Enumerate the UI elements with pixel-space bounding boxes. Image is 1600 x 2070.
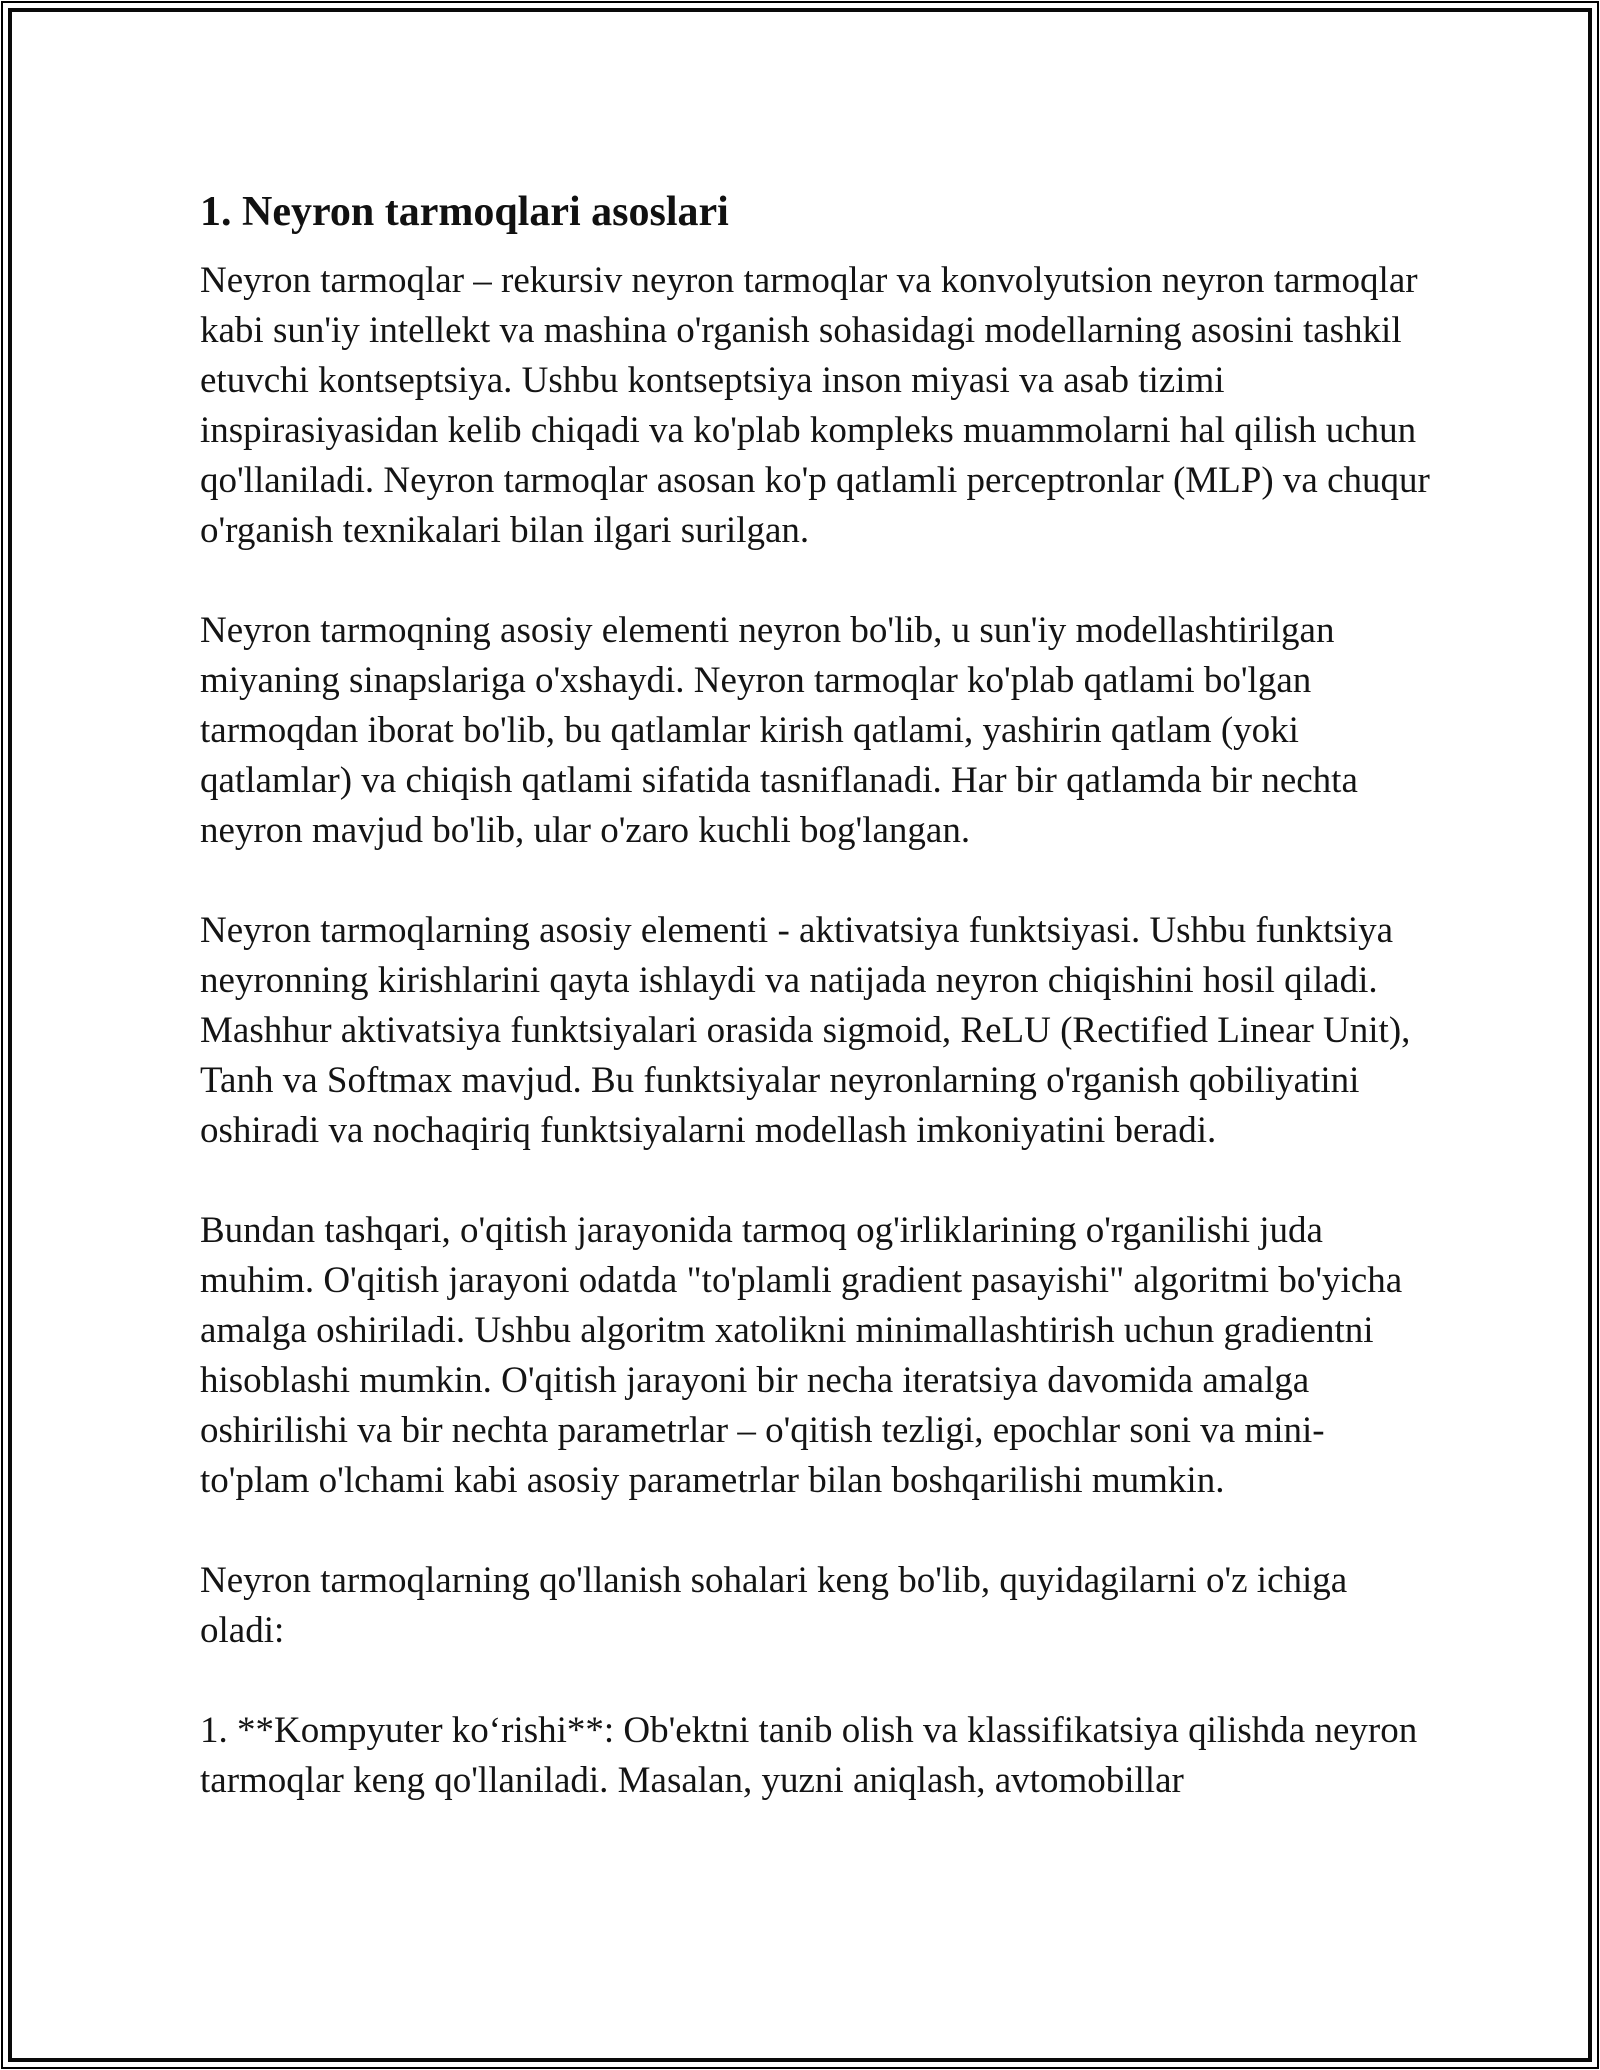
document-page bbox=[12, 12, 1588, 2058]
paragraph-list-item-computer-vision: 1. **Kompyuter koʻrishi**: Ob'ektni tanib olish va klassifikatsiya qilishda neyron tarmoqlar keng qo'llaniladi. Masalan, yuzni aniqlash, avtomobillar bbox=[200, 1710, 1418, 1801]
page-border-outer bbox=[1, 1, 1599, 2069]
page-title: 1. Neyron tarmoqlari asoslari bbox=[200, 189, 729, 235]
paragraph-neuron-element: Neyron tarmoqning asosiy elementi neyron bo'lib, u sun'iy modellashtirilgan miyaning sinapslariga o'xshaydi. Neyron tarmoqlar ko'plab qatlami bo'lgan tarmoqdan iborat bo'lib, bu qatlamlar kirish qatlami, yashirin qatlam (yoki qatlamlar) va chiqish qatlami sifatida tasniflanadi. Har bir qatlamda bir nechta neyron mavjud bo'lib, ular o'zaro kuchli bog'langan. bbox=[200, 610, 1358, 851]
paragraph-training: Bundan tashqari, o'qitish jarayonida tarmoq og'irliklarining o'rganilishi juda muhim. O'qitish jarayoni odatda "to'plamli gradient pasayishi" algoritmi bo'yicha amalga oshiriladi. Ushbu algoritm xatolikni minimallashtirish uchun gradientni hisoblashi mumkin. O'qitish jarayoni bir necha iteratsiya davomida amalga oshirilishi va bir nechta parametrlar – o'qitish tezligi, epochlar soni va mini-to'plam o'lchami kabi asosiy parametrlar bilan boshqarilishi mumkin. bbox=[200, 1210, 1403, 1501]
page-border-inner bbox=[8, 8, 1592, 2062]
paragraph-activation-functions: Neyron tarmoqlarning asosiy elementi - aktivatsiya funktsiyasi. Ushbu funktsiya neyronning kirishlarini qayta ishlaydi va natijada neyron chiqishini hosil qiladi. Mashhur aktivatsiya funktsiyalari orasida sigmoid, ReLU (Rectified Linear Unit), Tanh va Softmax mavjud. Bu funktsiyalar neyronlarning o'rganish qobiliyatini oshiradi va nochaqiriq funktsiyalarni modellash imkoniyatini beradi. bbox=[200, 910, 1411, 1151]
paragraph-applications-lead: Neyron tarmoqlarning qo'llanish sohalari keng bo'lib, quyidagilarni o'z ichiga oladi: bbox=[200, 1560, 1348, 1651]
paragraph-intro: Neyron tarmoqlar – rekursiv neyron tarmoqlar va konvolyutsion neyron tarmoqlar kabi sun'iy intellekt va mashina o'rganish sohasidagi modellarning asosini tashkil etuvchi kontseptsiya. Ushbu kontseptsiya inson miyasi va asab tizimi inspirasiyasidan kelib chiqadi va ko'plab kompleks muammolarni hal qilish uchun qo'llaniladi. Neyron tarmoqlar asosan ko'p qatlamli perceptronlar (MLP) va chuqur o'rganish texnikalari bilan ilgari surilgan. bbox=[200, 260, 1430, 551]
